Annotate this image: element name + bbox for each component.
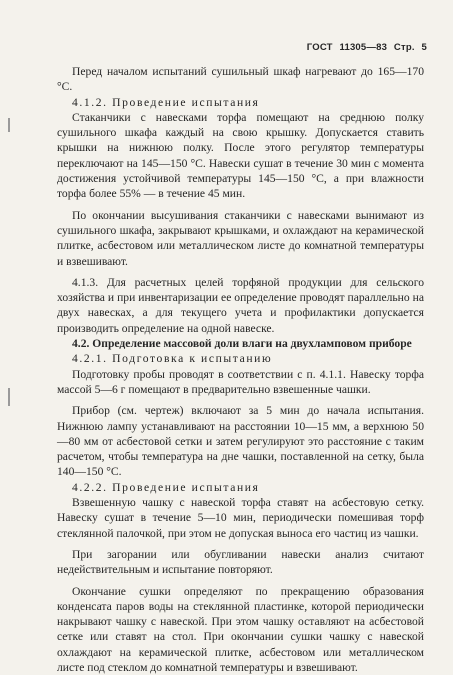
section-heading: 4.2.2. Проведение испытания xyxy=(57,480,424,495)
section-heading: 4.1.2. Проведение испытания xyxy=(57,95,424,110)
section-heading: 4.2.1. Подготовка к испытанию xyxy=(57,351,424,366)
scan-margin-mark xyxy=(8,388,10,406)
paragraph: Перед началом испытаний сушильный шкаф нагревают до 165—170 °С. xyxy=(57,64,424,95)
section-heading: 4.2. Определение массовой доли влаги на двухламповом приборе xyxy=(57,336,424,351)
paragraph: При загорании или обугливании навески анализ считают недействительным и испытание повторяют. xyxy=(57,547,424,578)
paragraph: Подготовку пробы проводят в соответствии с п. 4.1.1. Навеску торфа массой 5—6 г помещают в предварительно взвешенные чашки. xyxy=(57,367,424,398)
page-label: Стр. xyxy=(394,42,415,53)
paragraph: Взвешенную чашку с навеской торфа ставят на асбестовую сетку. Навеску сушат в течение 5—10 мин, периодически помешивая торф стеклянной палочкой, при этом не допуская выноса его частиц из чашки. xyxy=(57,495,424,541)
paragraph: По окончании высушивания стаканчики с навесками вынимают из сушильного шкафа, закрывают крышками, и охлаждают на керамической плитке, асбестовом или металлическом листе до комнатной температуры и взвешивают. xyxy=(57,208,424,269)
standard-number: 11305—83 xyxy=(340,42,388,53)
page-number: 5 xyxy=(422,42,427,53)
paragraph: Прибор (см. чертеж) включают за 5 мин до начала испытания. Нижнюю лампу устанавливают на расстоянии 10—15 мм, а верхнюю 50—80 мм от асбестовой сетки и затем регулируют это расстояние с таким расчетом, чтобы температура на дне чашки, поставленной на сетку, была 140—150 °С. xyxy=(57,403,424,479)
paragraph: Стаканчики с навесками торфа помещают на среднюю полку сушильного шкафа каждый на свою крышку. Допускается ставить крышки на нижнюю полку. После этого регулятор температуры переключают на 145—150 °С. Навески сушат в течение 30 мин с момента достижения устойчивой температуры 145—150 °С, а при влажности торфа более 55% — в течение 45 мин. xyxy=(57,110,424,202)
paragraph: Окончание сушки определяют по прекращению образования конденсата паров воды на стеклянной пластинке, которой периодически накрывают чашку с навеской. При этом чашку оставляют на асбестовой сетке или ставят на стол. При окончании сушки чашку с навеской охлаждают на керамической плитке, асбестовом или металлическом листе под стеклом до комнатной температуры и взвешивают. xyxy=(57,584,424,675)
page-header xyxy=(303,42,427,53)
scan-margin-mark xyxy=(8,118,10,132)
standard-label: ГОСТ xyxy=(307,42,333,53)
paragraph: 4.1.3. Для расчетных целей торфяной продукции для сельского хозяйства и при инвентаризации ее определение проводят параллельно на двух навесках, а для текущего учета и профилактики допускается производить определение на одной навеске. xyxy=(57,275,424,336)
document-body xyxy=(57,64,424,675)
